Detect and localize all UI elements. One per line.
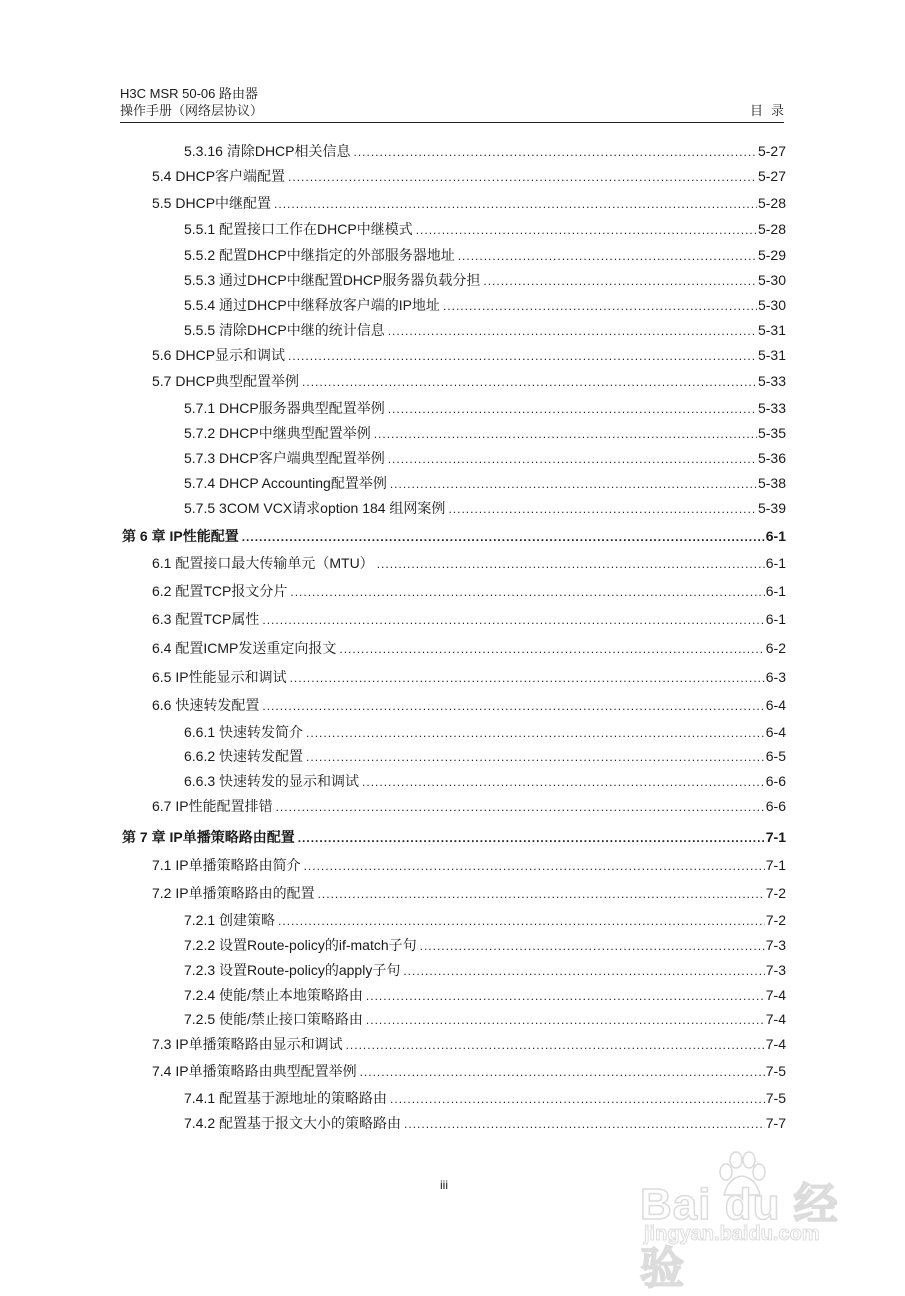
- dot-leader: [304, 857, 765, 875]
- dot-leader: [390, 475, 757, 493]
- toc-entry-page: 5-27: [757, 143, 786, 159]
- dot-leader: [458, 247, 757, 265]
- toc-entry-number: 7.4.2: [184, 1115, 216, 1131]
- toc-entry-page: 7-1: [765, 857, 786, 873]
- toc-entry-number: 6.6.2: [184, 748, 216, 764]
- toc-entry[interactable]: [184, 1010, 786, 1028]
- dot-leader: [288, 347, 757, 365]
- toc-entry-title: 使能/禁止接口策略路由: [219, 1011, 363, 1027]
- toc-entry-number: 6.5: [152, 669, 172, 685]
- toc-entry[interactable]: [184, 1114, 786, 1132]
- toc-entry-page: 7-2: [765, 912, 786, 928]
- toc-entry-title: 快速转发简介: [219, 724, 304, 740]
- dot-leader: [262, 697, 764, 715]
- page-header: [120, 86, 792, 123]
- dot-leader: [366, 1011, 765, 1029]
- toc-entry[interactable]: [184, 271, 786, 289]
- toc-entry-page: 6-6: [765, 773, 786, 789]
- dot-leader: [403, 962, 764, 980]
- toc-entry-number: 5.3.16: [184, 143, 223, 159]
- toc-entry-title: 配置基于源地址的策略路由: [219, 1090, 388, 1106]
- toc-entry-page: 5-35: [757, 425, 786, 441]
- toc-entry-title: DHCP客户端配置: [175, 168, 286, 184]
- toc-entry-page: 7-3: [765, 962, 786, 978]
- toc-entry-number: 5.6: [152, 347, 172, 363]
- toc-entry-number: 5.7.2: [184, 425, 216, 441]
- toc-entry-number: 5.5.3: [184, 272, 216, 288]
- toc-entry-page: 6-3: [765, 669, 786, 685]
- toc-entry-page: 7-2: [765, 885, 786, 901]
- toc-entry-page: 5-27: [757, 168, 786, 184]
- toc-entry[interactable]: [152, 884, 786, 902]
- toc-entry-number: 5.7.5: [184, 500, 216, 516]
- dot-leader: [290, 669, 765, 687]
- dot-leader: [346, 1036, 765, 1054]
- toc-entry-page: 5-29: [757, 247, 786, 263]
- dot-leader: [242, 528, 765, 546]
- toc-entry-title: IP单播策略路由简介: [175, 857, 301, 873]
- toc-entry-title: IP性能配置排错: [175, 798, 273, 814]
- toc-entry-number: 第 6 章: [122, 528, 166, 544]
- toc-entry[interactable]: [152, 346, 786, 364]
- dot-leader: [388, 450, 757, 468]
- toc-entry-title: DHCP服务器典型配置举例: [219, 400, 385, 416]
- toc-entry-number: 5.7: [152, 373, 172, 389]
- toc-entry-number: 7.2.4: [184, 987, 216, 1003]
- toc-entry-number: 7.2.3: [184, 962, 216, 978]
- dot-leader: [390, 1090, 765, 1108]
- toc-entry-number: 第 7 章: [122, 829, 166, 845]
- dot-leader: [276, 798, 765, 816]
- header-manual: 操作手册（网络层协议）: [120, 103, 264, 118]
- toc-entry-number: 7.2: [152, 885, 172, 901]
- dot-leader: [360, 1063, 765, 1081]
- toc-entry-title: 配置TCP报文分片: [175, 583, 288, 599]
- toc-entry-number: 5.5.1: [184, 221, 216, 237]
- toc-entry-page: 6-6: [765, 798, 786, 814]
- toc-entry-page: 5-30: [757, 272, 786, 288]
- dot-leader: [278, 912, 765, 930]
- toc-entry-title: DHCP Accounting配置举例: [219, 475, 387, 491]
- toc-entry-title: IP性能配置: [169, 528, 239, 544]
- toc-entry-page: 7-7: [765, 1115, 786, 1131]
- toc-entry-number: 5.7.3: [184, 450, 216, 466]
- dot-leader: [404, 1115, 765, 1133]
- toc-entry-page: 5-38: [757, 475, 786, 491]
- toc-entry-title: 创建策略: [219, 912, 276, 928]
- header-product: H3C MSR 50-06 路由器: [120, 86, 258, 101]
- toc-entry-title: 快速转发的显示和调试: [219, 773, 360, 789]
- toc-entry-title: DHCP显示和调试: [175, 347, 286, 363]
- toc-entry-page: 5-31: [757, 347, 786, 363]
- toc-entry[interactable]: [152, 668, 786, 686]
- toc-entry[interactable]: [152, 856, 786, 874]
- toc-entry-title: DHCP典型配置举例: [175, 373, 300, 389]
- toc-entry[interactable]: [184, 1089, 786, 1107]
- dot-leader: [420, 937, 765, 955]
- toc-entry-number: 6.6: [152, 697, 172, 713]
- toc-entry-page: 6-1: [765, 611, 786, 627]
- toc-entry-title: 3COM VCX请求option 184 组网案例: [219, 500, 446, 516]
- toc-entry[interactable]: [184, 961, 786, 979]
- toc-entry-page: 6-1: [765, 555, 786, 571]
- dot-leader: [366, 987, 765, 1005]
- dot-leader: [362, 773, 765, 791]
- toc-entry-number: 7.4.1: [184, 1090, 216, 1106]
- toc-entry-page: 5-31: [757, 322, 786, 338]
- watermark-brand: Bai du 经验: [640, 1180, 839, 1293]
- toc-entry-title: 配置基于报文大小的策略路由: [219, 1115, 402, 1131]
- toc-entry[interactable]: [184, 449, 786, 467]
- toc-entry-title: 配置接口最大传输单元（MTU）: [175, 555, 374, 571]
- dot-leader: [306, 748, 765, 766]
- toc-entry-number: 6.2: [152, 583, 172, 599]
- toc-entry-title: IP性能显示和调试: [175, 669, 287, 685]
- dot-leader: [388, 322, 757, 340]
- toc-entry[interactable]: [184, 321, 786, 339]
- toc-entry[interactable]: [184, 399, 786, 417]
- toc-chapter-entry[interactable]: [122, 527, 786, 545]
- toc-entry-number: 5.7.1: [184, 400, 216, 416]
- toc-entry[interactable]: [184, 936, 786, 954]
- toc-entry[interactable]: [152, 1035, 786, 1053]
- dot-leader: [388, 400, 757, 418]
- toc-entry-title: 配置接口工作在DHCP中继模式: [219, 221, 413, 237]
- toc-entry-number: 7.2.2: [184, 937, 216, 953]
- toc-entry-title: DHCP客户端典型配置举例: [219, 450, 385, 466]
- toc-entry[interactable]: [184, 723, 786, 741]
- page-number: iii: [440, 1178, 448, 1192]
- dot-leader: [339, 640, 764, 658]
- dot-leader: [377, 555, 765, 573]
- toc-entry-number: 6.1: [152, 555, 172, 571]
- toc-entry-number: 6.3: [152, 611, 172, 627]
- toc-entry[interactable]: [184, 499, 786, 517]
- toc-entry-title: 清除DHCP相关信息: [226, 143, 351, 159]
- toc-entry[interactable]: [184, 246, 786, 264]
- toc-entry-page: 7-4: [765, 987, 786, 1003]
- toc-entry-page: 7-4: [765, 1036, 786, 1052]
- toc-entry[interactable]: [152, 696, 786, 714]
- toc-entry[interactable]: [152, 610, 786, 628]
- dot-leader: [443, 297, 757, 315]
- dot-leader: [318, 885, 765, 903]
- toc-entry-title: IP单播策略路由显示和调试: [175, 1036, 343, 1052]
- dot-leader: [483, 272, 757, 290]
- toc-entry-page: 7-1: [765, 829, 786, 845]
- toc-entry-title: 快速转发配置: [175, 697, 260, 713]
- toc-entry-page: 6-2: [765, 640, 786, 656]
- toc-entry-page: 6-5: [765, 748, 786, 764]
- dot-leader: [306, 724, 765, 742]
- toc-entry[interactable]: [184, 911, 786, 929]
- toc-entry-title: IP单播策略路由配置: [169, 829, 295, 845]
- toc-entry[interactable]: [184, 986, 786, 1004]
- dot-leader: [288, 168, 757, 186]
- toc-entry-title: IP单播策略路由的配置: [175, 885, 315, 901]
- toc-entry-title: IP单播策略路由典型配置举例: [175, 1063, 357, 1079]
- dot-leader: [374, 425, 757, 443]
- toc-entry-number: 5.7.4: [184, 475, 216, 491]
- toc-entry-number: 6.4: [152, 640, 172, 656]
- dot-leader: [354, 143, 757, 161]
- toc-entry[interactable]: [152, 1062, 786, 1080]
- toc-entry-page: 5-28: [757, 195, 786, 211]
- toc-entry-page: 5-33: [757, 400, 786, 416]
- toc-entry[interactable]: [152, 639, 786, 657]
- toc-entry-title: 设置Route-policy的apply子句: [219, 962, 401, 978]
- toc-entry[interactable]: [184, 220, 786, 238]
- toc-entry-page: 7-5: [765, 1090, 786, 1106]
- toc-entry-number: 7.4: [152, 1063, 172, 1079]
- dot-leader: [274, 195, 757, 213]
- toc-entry-title: 通过DHCP中继释放客户端的IP地址: [219, 297, 440, 313]
- toc-entry-number: 7.1: [152, 857, 172, 873]
- toc-entry-page: 7-5: [765, 1063, 786, 1079]
- toc-entry-page: 6-1: [765, 583, 786, 599]
- toc-entry-page: 5-33: [757, 373, 786, 389]
- toc-entry[interactable]: [184, 296, 786, 314]
- dot-leader: [448, 500, 757, 518]
- toc-entry-page: 7-4: [765, 1011, 786, 1027]
- toc-entry-title: 配置ICMP发送重定向报文: [175, 640, 337, 656]
- toc-entry-title: 通过DHCP中继配置DHCP服务器负载分担: [219, 272, 481, 288]
- toc-entry-title: DHCP中继典型配置举例: [219, 425, 371, 441]
- toc-entry-number: 7.2.5: [184, 1011, 216, 1027]
- toc-entry-page: 6-4: [765, 697, 786, 713]
- dot-leader: [290, 583, 764, 601]
- toc-entry-number: 6.6.1: [184, 724, 216, 740]
- toc-entry-title: 快速转发配置: [219, 748, 304, 764]
- toc-entry[interactable]: [152, 797, 786, 815]
- toc-entry-title: 配置DHCP中继指定的外部服务器地址: [219, 247, 455, 263]
- toc-entry-page: 7-3: [765, 937, 786, 953]
- toc-entry-number: 5.5: [152, 195, 172, 211]
- toc-entry-number: 5.5.5: [184, 322, 216, 338]
- toc-entry-number: 5.5.2: [184, 247, 216, 263]
- toc-entry[interactable]: [152, 372, 786, 390]
- toc-entry-title: 清除DHCP中继的统计信息: [219, 322, 385, 338]
- toc-entry[interactable]: [152, 554, 786, 572]
- toc-entry-number: 7.3: [152, 1036, 172, 1052]
- toc-entry-page: 5-30: [757, 297, 786, 313]
- toc-entry[interactable]: [184, 747, 786, 765]
- toc-entry-page: 6-1: [765, 528, 786, 544]
- toc-entry-number: 5.5.4: [184, 297, 216, 313]
- toc-entry-page: 6-4: [765, 724, 786, 740]
- toc-entry-page: 5-28: [757, 221, 786, 237]
- toc-entry-number: 6.6.3: [184, 773, 216, 789]
- toc-entry-title: 配置TCP属性: [175, 611, 260, 627]
- toc-entry-number: 7.2.1: [184, 912, 216, 928]
- toc-entry-title: DHCP中继配置: [175, 195, 272, 211]
- dot-leader: [302, 373, 757, 391]
- dot-leader: [298, 829, 765, 847]
- toc-entry[interactable]: [184, 772, 786, 790]
- toc-entry[interactable]: [152, 582, 786, 600]
- toc-entry[interactable]: [152, 194, 786, 212]
- toc-entry[interactable]: [152, 167, 786, 185]
- toc-entry-page: 5-39: [757, 500, 786, 516]
- toc-entry[interactable]: [184, 424, 786, 442]
- toc-entry-number: 5.4: [152, 168, 172, 184]
- toc-entry-number: 6.7: [152, 798, 172, 814]
- toc-chapter-entry[interactable]: [122, 828, 786, 846]
- toc-entry-page: 5-36: [757, 450, 786, 466]
- toc-entry[interactable]: [184, 474, 786, 492]
- dot-leader: [262, 611, 764, 629]
- dot-leader: [416, 221, 757, 239]
- toc-entry-title: 使能/禁止本地策略路由: [219, 987, 363, 1003]
- toc-entry[interactable]: [184, 142, 786, 160]
- header-section: 目录: [749, 103, 792, 118]
- toc-entry-title: 设置Route-policy的if-match子句: [219, 937, 417, 953]
- baidu-watermark: [640, 1148, 860, 1293]
- watermark-url: jingyan.baidu.com: [644, 1223, 820, 1245]
